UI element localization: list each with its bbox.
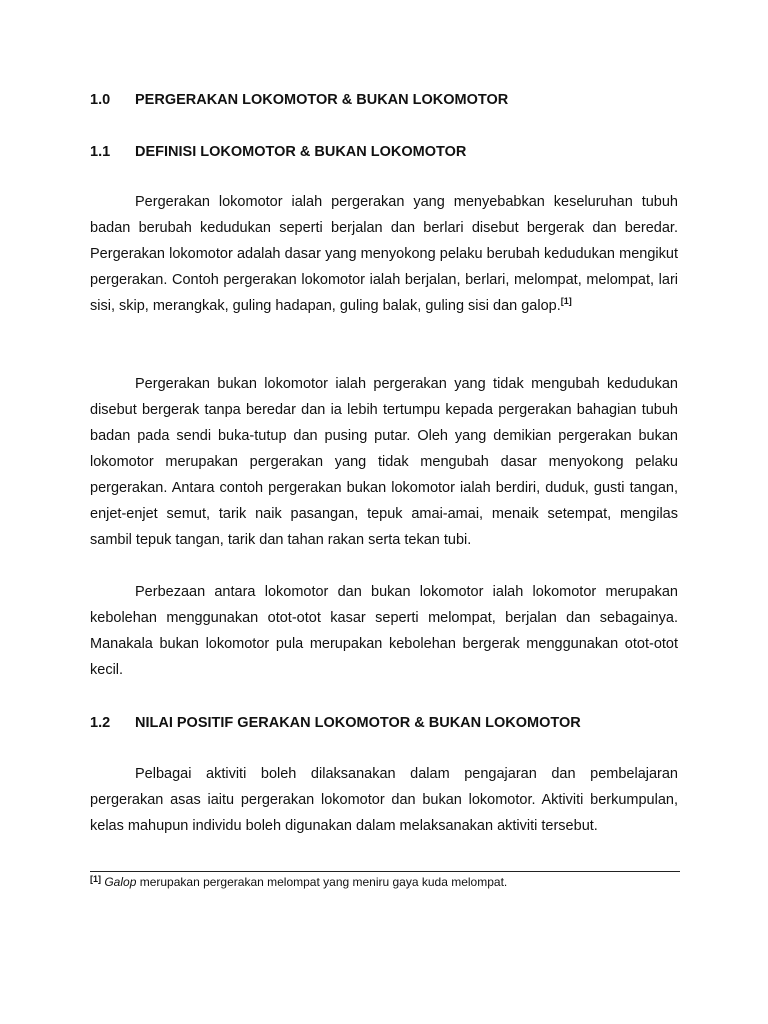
footnote-text: merupakan pergerakan melompat yang meniru gaya kuda melompat. — [136, 875, 508, 889]
footnote-term: Galop — [104, 875, 137, 889]
paragraph-difference — [90, 579, 678, 683]
section-title: NILAI POSITIF GERAKAN LOKOMOTOR & BUKAN LOKOMOTOR — [135, 715, 581, 731]
section-title: DEFINISI LOKOMOTOR & BUKAN LOKOMOTOR — [135, 144, 467, 160]
paragraph-text: Pelbagai aktiviti boleh dilaksanakan dalam pengajaran dan pembelajaran pergerakan asas iaitu pergerakan lokomotor dan bukan lokomotor. Aktiviti berkumpulan, kelas mahupun individu boleh digunakan dalam melaksanakan aktiviti tersebut. — [90, 766, 678, 834]
paragraph-text: Perbezaan antara lokomotor dan bukan lokomotor ialah lokomotor merupakan kebolehan menggunakan otot-otot kasar seperti melompat, berjalan dan sebagainya. Manakala bukan lokomotor pula merupakan kebolehan bergerak menggunakan otot-otot kecil. — [90, 584, 678, 678]
paragraph-positive-values — [90, 761, 678, 839]
paragraph-text: Pergerakan bukan lokomotor ialah pergerakan yang tidak mengubah kedudukan disebut bergerak tanpa beredar dan ia lebih tertumpu kepada pergerakan bahagian tubuh badan pada sendi buka-tutup dan pusing putar. Oleh yang demikian pergerakan bukan lokomotor merupakan pergerakan yang tidak mengubah dasar menyokong pelaku pergerakan. Antara contoh pergerakan bukan lokomotor ialah berdiri, duduk, gusti tangan, enjet-enjet semut, tarik naik pasangan, tepuk amai-amai, menaik setempat, mengilas sambil tepuk tangan, tarik dan tahan rakan serta tekan tubi. — [90, 376, 678, 548]
section-number: 1.0 — [90, 92, 111, 108]
section-number: 1.1 — [90, 144, 111, 160]
paragraph-text: Pergerakan lokomotor ialah pergerakan yang menyebabkan keseluruhan tubuh badan berubah kedudukan seperti berjalan dan berlari disebut bergerak dan beredar. Pergerakan lokomotor adalah dasar yang menyokong pelaku berubah kedudukan mengikut pergerakan. Contoh pergerakan lokomotor ialah berjalan, berlari, melompat, melompat, lari sisi, skip, merangkak, guling hadapan, guling balak, guling sisi dan galop. — [90, 194, 678, 314]
section-heading-1-0 — [90, 91, 508, 109]
footnote-divider — [90, 871, 680, 872]
section-number: 1.2 — [90, 715, 111, 731]
section-heading-1-2 — [90, 714, 581, 732]
footnote — [90, 874, 507, 890]
section-title: PERGERAKAN LOKOMOTOR & BUKAN LOKOMOTOR — [135, 92, 509, 108]
section-heading-1-1 — [90, 143, 466, 161]
paragraph-non-locomotor-definition — [90, 371, 678, 553]
paragraph-locomotor-definition — [90, 189, 678, 319]
footnote-reference[interactable]: [1] — [560, 296, 572, 306]
footnote-marker: [1] — [90, 874, 101, 884]
